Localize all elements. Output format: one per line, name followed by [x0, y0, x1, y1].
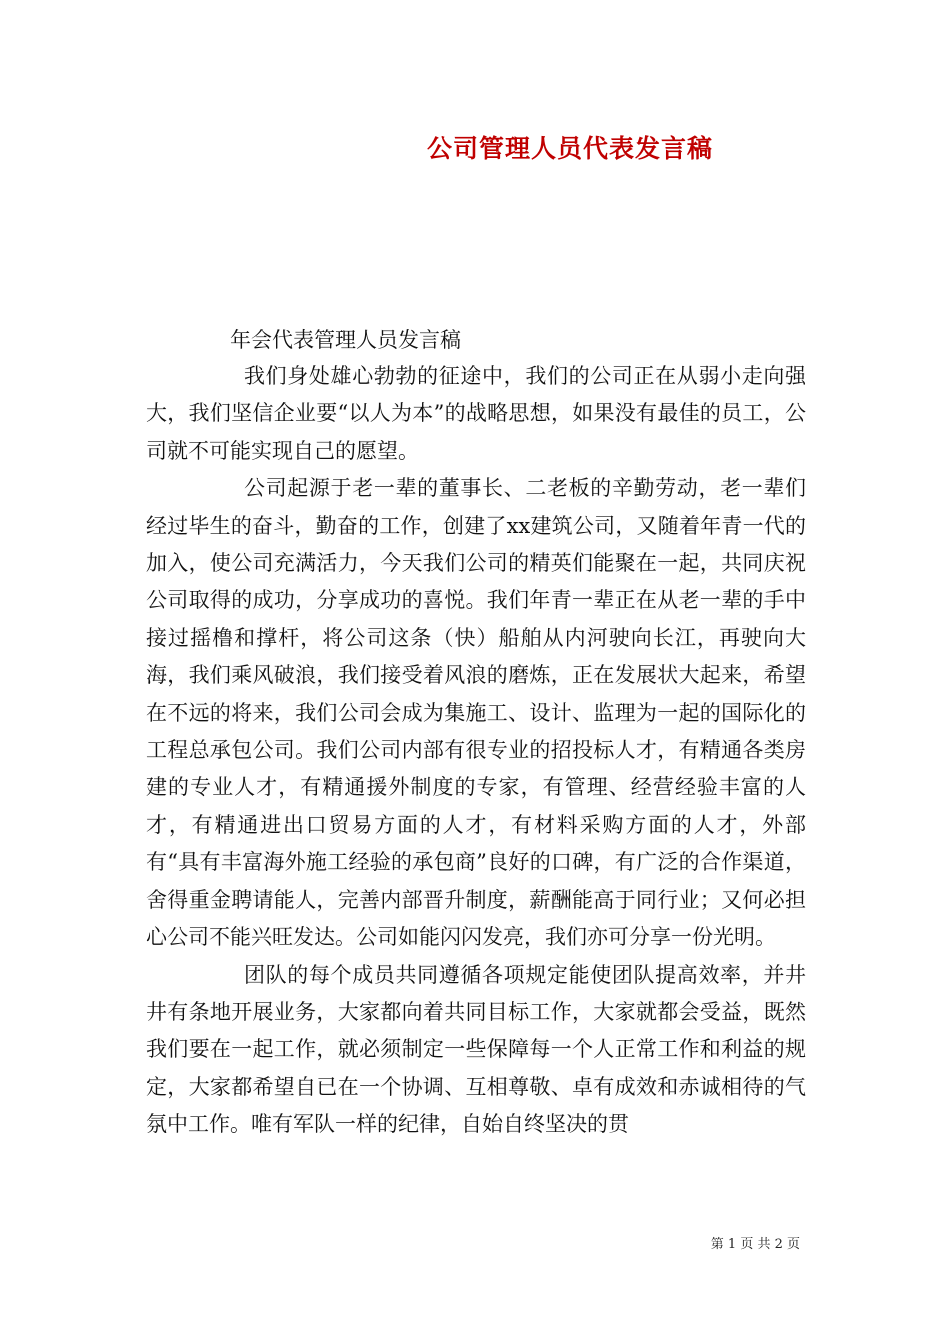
paragraph-2: 公司起源于老一辈的董事长、二老板的辛勤劳动，老一辈们经过毕生的奋斗，勤奋的工作，创建了xx建筑公司，又随着年青一代的加入，使公司充满活力，今天我们公司的精英们能聚在一起，共同庆祝公司取得的成功，分享成功的喜悦。我们年青一辈正在从老一辈的手中接过摇橹和撑杆，将公司这条（快）船舶从内河驶向长江，再驶向大海，我们乘风破浪，我们接受着风浪的磨炼，正在发展状大起来，希望在不远的将来，我们公司会成为集施工、设计、监理为一起的国际化的工程总承包公司。我们公司内部有很专业的招投标人才，有精通各类房建的专业人才，有精通援外制度的专家，有管理、经营经验丰富的人才，有精通进出口贸易方面的人才，有材料采购方面的人才，外部有“具有丰富海外施工经验的承包商”良好的口碑，有广泛的合作渠道，舍得重金聘请能人，完善内部晋升制度，薪酬能高于同行业；又何必担心公司不能兴旺发达。公司如能闪闪发亮，我们亦可分享一份光明。 [146, 476, 806, 950]
paragraph-1: 我们身处雄心勃勃的征途中，我们的公司正在从弱小走向强大，我们坚信企业要“以人为本”的战略思想，如果没有最佳的员工，公司就不可能实现自己的愿望。 [146, 364, 806, 463]
paragraph-3: 团队的每个成员共同遵循各项规定能使团队提高效率，并井井有条地开展业务，大家都向着共同目标工作，大家就都会受益，既然我们要在一起工作，就必须制定一些保障每一个人正常工作和利益的规定，大家都希望自已在一个协调、互相尊敬、卓有成效和赤诚相待的气氛中工作。唯有军队一样的纪律，自始自终坚决的贯 [146, 962, 806, 1137]
page-number-footer: 第 1 页 共 2 页 [710, 1237, 800, 1252]
document-title: 公司管理人员代表发言稿 [426, 134, 713, 163]
document-body [146, 358, 806, 1144]
document-subtitle: 年会代表管理人员发言稿 [230, 328, 461, 352]
